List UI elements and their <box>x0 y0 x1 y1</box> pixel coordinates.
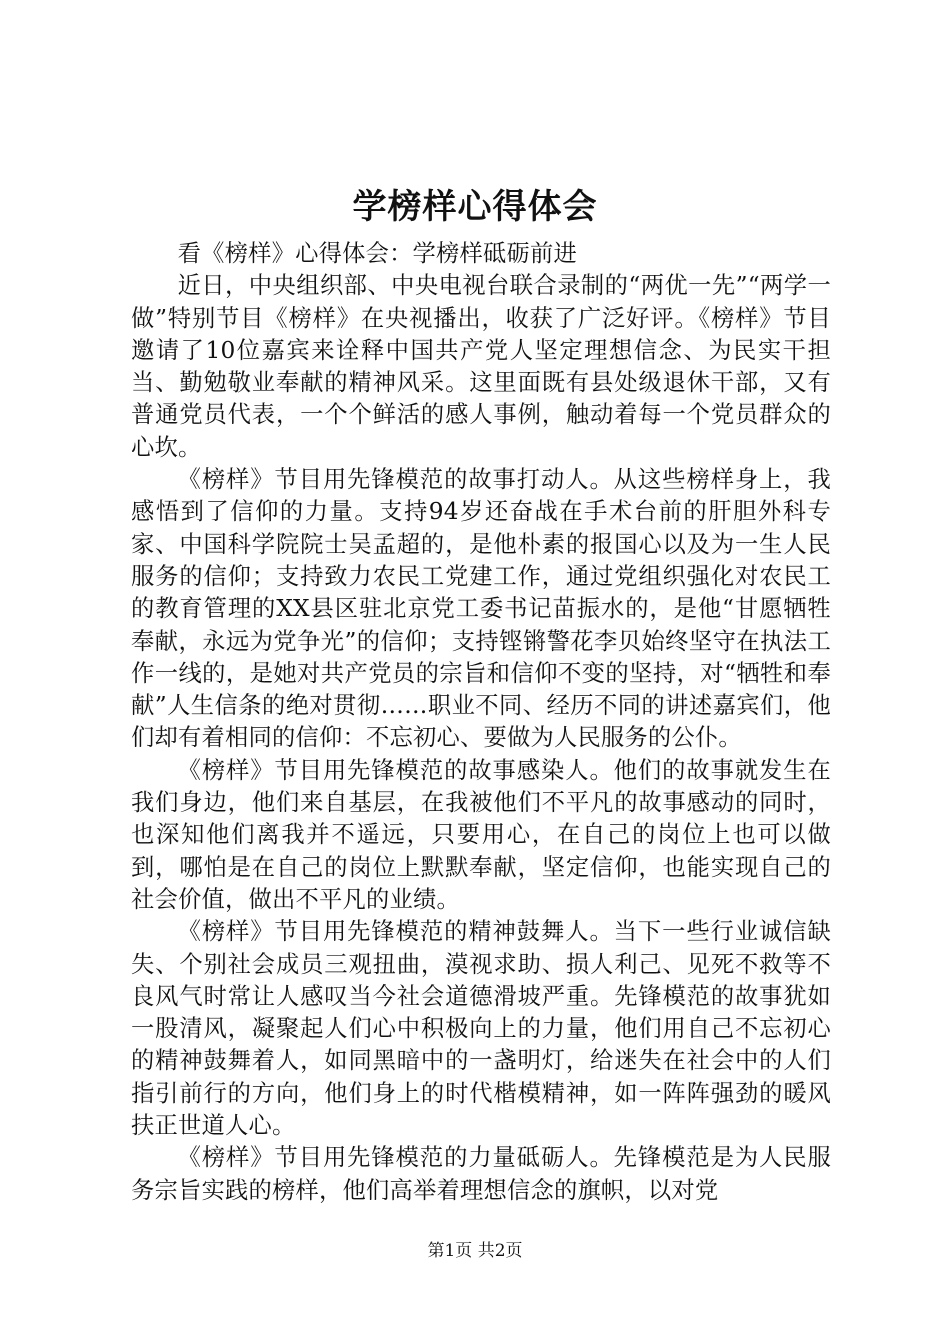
paragraph: 《榜样》节目用先锋模范的故事打动人。从这些榜样身上，我感悟到了信仰的力量。支持94岁还奋战在手术台前的肝胆外科专家、中国科学院院士吴孟超的，是他朴素的报国心以及为一生人民服务的信仰；支持致力农民工党建工作，通过党组织强化对农民工的教育管理的XX县区驻北京党工委书记苗振水的，是他“甘愿牺牲奉献，永远为党争光”的信仰；支持铿锵警花李贝始终坚守在执法工作一线的，是她对共产党员的宗旨和信仰不变的坚持，对“牺牲和奉献”人生信条的绝对贯彻……职业不同、经历不同的讲述嘉宾们，他们却有着相同的信仰：不忘初心、要做为人民服务的公仆。 <box>131 466 831 752</box>
paragraph: 《榜样》节目用先锋模范的精神鼓舞人。当下一些行业诚信缺失、个别社会成员三观扭曲，漠视求助、损人利己、见死不救等不良风气时常让人感叹当今社会道德滑坡严重。先锋模范的故事犹如一股清风，凝聚起人们心中积极向上的力量，他们用自己不忘初心的精神鼓舞着人，如同黑暗中的一盏明灯，给迷失在社会中的人们指引前行的方向，他们身上的时代楷模精神，如一阵阵强劲的暖风扶正世道人心。 <box>131 918 831 1140</box>
article-subtitle: 看《榜样》心得体会：学榜样砥砺前进 <box>177 240 578 267</box>
document-body <box>131 238 831 1207</box>
paragraph: 近日，中央组织部、中央电视台联合录制的“两优一先”“两学一做”特别节目《榜样》在央视播出，收获了广泛好评。《榜样》节目邀请了10位嘉宾来诠释中国共产党人坚定理想信念、为民实干担当、勤勉敬业奉献的精神风采。这里面既有县处级退休干部，又有普通党员代表，一个个鲜活的感人事例，触动着每一个党员群众的心坎。 <box>131 272 831 461</box>
paragraph: 《榜样》节目用先锋模范的力量砥砺人。先锋模范是为人民服务宗旨实践的榜样，他们高举着理想信念的旗帜，以对党 <box>131 1144 831 1204</box>
document-title: 学榜样心得体会 <box>352 187 598 227</box>
page-footer: 第1页 共2页 <box>427 1241 523 1261</box>
paragraph: 《榜样》节目用先锋模范的故事感染人。他们的故事就发生在我们身边，他们来自基层，在我被他们不平凡的故事感动的同时，也深知他们离我并不遥远，只要用心，在自己的岗位上也可以做到，哪怕是在自己的岗位上默默奉献，坚定信仰，也能实现自己的社会价值，做出不平凡的业绩。 <box>131 756 831 913</box>
